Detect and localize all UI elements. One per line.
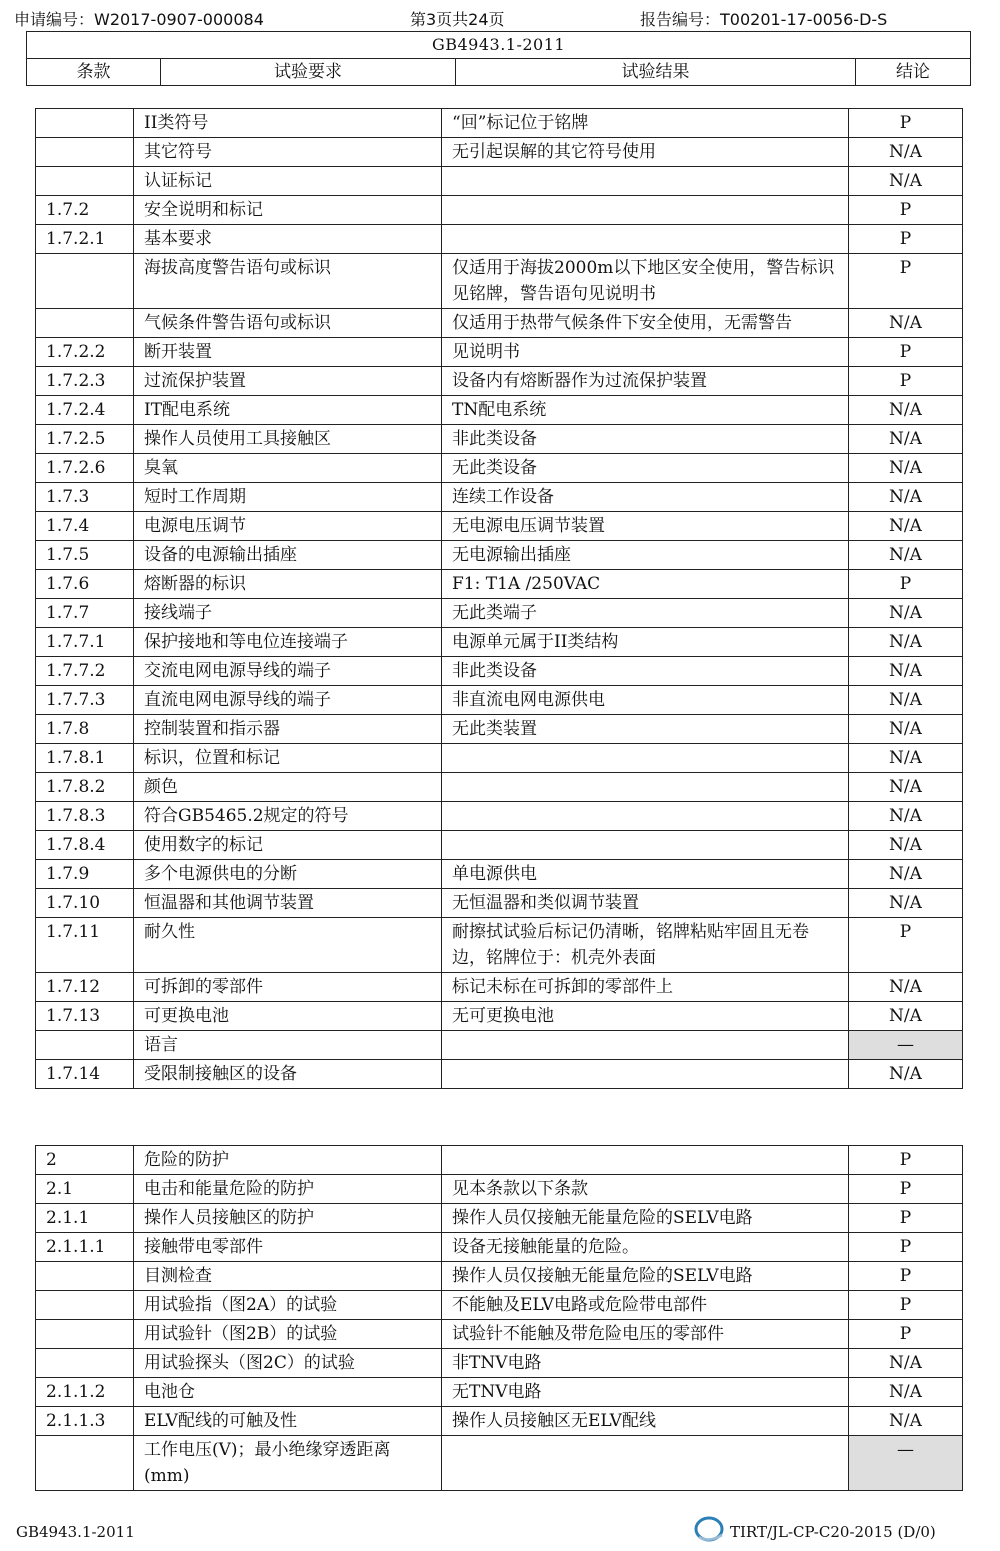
result-cell: 设备内有熔断器作为过流保护装置 [442, 367, 849, 396]
result-cell: 非此类设备 [442, 657, 849, 686]
table-row [36, 167, 963, 196]
result-cell: 单电源供电 [442, 860, 849, 889]
verdict-cell: N/A [849, 167, 963, 196]
requirement-cell: 用试验探头（图2C）的试验 [134, 1349, 442, 1378]
marking-requirements-table [35, 108, 963, 1089]
result-cell [442, 225, 849, 254]
verdict-cell: N/A [849, 138, 963, 167]
clause-cell: 1.7.12 [36, 973, 134, 1002]
verdict-cell: N/A [849, 425, 963, 454]
verdict-cell: N/A [849, 889, 963, 918]
table-row [36, 570, 963, 599]
result-cell [442, 744, 849, 773]
result-cell: 操作人员接触区无ELV配线 [442, 1407, 849, 1436]
verdict-cell: N/A [849, 831, 963, 860]
table-row [36, 454, 963, 483]
requirement-cell: 标识，位置和标记 [134, 744, 442, 773]
verdict-cell: P [849, 1146, 963, 1175]
result-cell: 见说明书 [442, 338, 849, 367]
requirement-cell: 熔断器的标识 [134, 570, 442, 599]
clause-cell [36, 1031, 134, 1060]
table-row [36, 109, 963, 138]
clause-cell: 1.7.3 [36, 483, 134, 512]
clause-cell: 1.7.8.2 [36, 773, 134, 802]
clause-cell: 1.7.7.2 [36, 657, 134, 686]
column-header-result: 试验结果 [456, 59, 856, 86]
result-cell: 操作人员仅接触无能量危险的SELV电路 [442, 1262, 849, 1291]
table-row [36, 367, 963, 396]
clause-cell: 2.1.1.1 [36, 1233, 134, 1262]
column-header-verdict: 结论 [856, 59, 971, 86]
result-cell: 非此类设备 [442, 425, 849, 454]
clause-cell [36, 1436, 134, 1491]
requirement-cell: 保护接地和等电位连接端子 [134, 628, 442, 657]
verdict-cell: P [849, 1204, 963, 1233]
result-cell [442, 167, 849, 196]
clause-cell: 1.7.14 [36, 1060, 134, 1089]
result-cell: 仅适用于热带气候条件下安全使用，无需警告 [442, 309, 849, 338]
requirement-cell: 工作电压(V)；最小绝缘穿透距离(mm) [134, 1436, 442, 1491]
table-row [36, 425, 963, 454]
clause-cell: 1.7.7.3 [36, 686, 134, 715]
clause-cell [36, 254, 134, 309]
verdict-cell: N/A [849, 512, 963, 541]
requirement-cell: 目测检查 [134, 1262, 442, 1291]
clause-cell: 1.7.8.4 [36, 831, 134, 860]
table-row [36, 657, 963, 686]
requirement-cell: 气候条件警告语句或标识 [134, 309, 442, 338]
result-cell: 见本条款以下条款 [442, 1175, 849, 1204]
clause-cell: 1.7.2.6 [36, 454, 134, 483]
table-row [36, 1002, 963, 1031]
result-cell: 非直流电网电源供电 [442, 686, 849, 715]
table-row [36, 802, 963, 831]
requirement-cell: 恒温器和其他调节装置 [134, 889, 442, 918]
clause-cell: 1.7.4 [36, 512, 134, 541]
requirement-cell: 可拆卸的零部件 [134, 973, 442, 1002]
requirement-cell: 电池仓 [134, 1378, 442, 1407]
clause-cell: 2.1 [36, 1175, 134, 1204]
result-cell: 无此类设备 [442, 454, 849, 483]
clause-cell: 1.7.13 [36, 1002, 134, 1031]
verdict-cell: P [849, 225, 963, 254]
table-row [36, 973, 963, 1002]
requirement-cell: 其它符号 [134, 138, 442, 167]
clause-cell: 1.7.2 [36, 196, 134, 225]
requirement-cell: 用试验指（图2A）的试验 [134, 1291, 442, 1320]
requirement-cell: 设备的电源输出插座 [134, 541, 442, 570]
clause-cell: 1.7.2.1 [36, 225, 134, 254]
result-cell: 耐擦拭试验后标记仍清晰，铭牌粘贴牢固且无卷边，铭牌位于：机壳外表面 [442, 918, 849, 973]
application-number: 申请编号：W2017-0907-000084 [14, 10, 264, 29]
requirement-cell: 臭氧 [134, 454, 442, 483]
result-cell [442, 802, 849, 831]
clause-cell: 2.1.1.2 [36, 1378, 134, 1407]
verdict-cell: P [849, 367, 963, 396]
requirement-cell: 操作人员使用工具接触区 [134, 425, 442, 454]
table-row [36, 1204, 963, 1233]
verdict-cell: N/A [849, 1407, 963, 1436]
clause-cell [36, 309, 134, 338]
result-cell: TN配电系统 [442, 396, 849, 425]
table-row [36, 1262, 963, 1291]
verdict-cell: P [849, 196, 963, 225]
verdict-cell: N/A [849, 1060, 963, 1089]
verdict-cell: N/A [849, 686, 963, 715]
result-cell: 无TNV电路 [442, 1378, 849, 1407]
requirement-cell: 过流保护装置 [134, 367, 442, 396]
verdict-cell: N/A [849, 309, 963, 338]
table-row [36, 396, 963, 425]
result-cell: 无此类端子 [442, 599, 849, 628]
requirement-cell: 安全说明和标记 [134, 196, 442, 225]
requirement-cell: 颜色 [134, 773, 442, 802]
verdict-cell: — [849, 1436, 963, 1491]
result-cell: F1: T1A /250VAC [442, 570, 849, 599]
clause-cell: 1.7.2.4 [36, 396, 134, 425]
table-row [36, 1233, 963, 1262]
requirement-cell: 操作人员接触区的防护 [134, 1204, 442, 1233]
table-row [36, 1175, 963, 1204]
verdict-cell: P [849, 570, 963, 599]
requirement-cell: 控制装置和指示器 [134, 715, 442, 744]
clause-cell [36, 109, 134, 138]
requirement-cell: 危险的防护 [134, 1146, 442, 1175]
footer-standard: GB4943.1-2011 [16, 1523, 135, 1541]
standard-header-table [26, 31, 971, 86]
table-row [36, 686, 963, 715]
requirement-cell: 用试验针（图2B）的试验 [134, 1320, 442, 1349]
clause-cell [36, 1349, 134, 1378]
requirement-cell: 使用数字的标记 [134, 831, 442, 860]
result-cell: 标记未标在可拆卸的零部件上 [442, 973, 849, 1002]
requirement-cell: 可更换电池 [134, 1002, 442, 1031]
table-row [36, 254, 963, 309]
table-row [36, 860, 963, 889]
result-cell: 无可更换电池 [442, 1002, 849, 1031]
result-cell: 不能触及ELV电路或危险带电部件 [442, 1291, 849, 1320]
requirement-cell: 认证标记 [134, 167, 442, 196]
requirement-cell: 受限制接触区的设备 [134, 1060, 442, 1089]
clause-cell: 1.7.9 [36, 860, 134, 889]
verdict-cell: N/A [849, 715, 963, 744]
table-row [36, 541, 963, 570]
requirement-cell: 直流电网电源导线的端子 [134, 686, 442, 715]
table-row [36, 138, 963, 167]
verdict-cell: N/A [849, 541, 963, 570]
requirement-cell: 基本要求 [134, 225, 442, 254]
verdict-cell: N/A [849, 773, 963, 802]
table-row [36, 1146, 963, 1175]
verdict-cell: P [849, 1320, 963, 1349]
requirement-cell: II类符号 [134, 109, 442, 138]
result-cell: 无此类装置 [442, 715, 849, 744]
verdict-cell: N/A [849, 657, 963, 686]
table-row [36, 628, 963, 657]
result-cell: 试验针不能触及带危险电压的零部件 [442, 1320, 849, 1349]
table-row [36, 225, 963, 254]
verdict-cell: P [849, 254, 963, 309]
table-row [36, 1031, 963, 1060]
result-cell: 连续工作设备 [442, 483, 849, 512]
verdict-cell: P [849, 918, 963, 973]
standard-title: GB4943.1-2011 [27, 32, 971, 59]
verdict-cell: P [849, 109, 963, 138]
requirement-cell: 短时工作周期 [134, 483, 442, 512]
report-number: 报告编号：T00201-17-0056-D-S [640, 10, 888, 29]
result-cell: 设备无接触能量的危险。 [442, 1233, 849, 1262]
clause-cell: 2 [36, 1146, 134, 1175]
table-row [36, 1320, 963, 1349]
page-info: 第3页共24页 [410, 10, 505, 29]
result-cell [442, 831, 849, 860]
verdict-cell: N/A [849, 454, 963, 483]
result-cell: 操作人员仅接触无能量危险的SELV电路 [442, 1204, 849, 1233]
table-row [36, 1407, 963, 1436]
table-row [36, 196, 963, 225]
verdict-cell: N/A [849, 396, 963, 425]
result-cell [442, 1031, 849, 1060]
clause-cell: 1.7.2.2 [36, 338, 134, 367]
table-row [36, 338, 963, 367]
result-cell: 无引起误解的其它符号使用 [442, 138, 849, 167]
table-row [36, 599, 963, 628]
table-row [36, 1349, 963, 1378]
clause-cell [36, 1320, 134, 1349]
clause-cell: 1.7.2.3 [36, 367, 134, 396]
table-row [36, 483, 963, 512]
table-row [36, 1291, 963, 1320]
requirement-cell: 交流电网电源导线的端子 [134, 657, 442, 686]
clause-cell: 1.7.7.1 [36, 628, 134, 657]
company-logo-icon [693, 1513, 725, 1545]
clause-cell: 2.1.1.3 [36, 1407, 134, 1436]
verdict-cell: N/A [849, 860, 963, 889]
result-cell: 电源单元属于II类结构 [442, 628, 849, 657]
clause-cell: 1.7.7 [36, 599, 134, 628]
clause-cell: 1.7.6 [36, 570, 134, 599]
clause-cell [36, 138, 134, 167]
table-row [36, 773, 963, 802]
requirement-cell: 耐久性 [134, 918, 442, 973]
footer-form-number: TIRT/JL-CP-C20-2015 (D/0) [730, 1523, 936, 1541]
requirement-cell: IT配电系统 [134, 396, 442, 425]
requirement-cell: 多个电源供电的分断 [134, 860, 442, 889]
verdict-cell: P [849, 1175, 963, 1204]
requirement-cell: 电源电压调节 [134, 512, 442, 541]
table-row [36, 918, 963, 973]
result-cell: 非TNV电路 [442, 1349, 849, 1378]
clause-cell: 1.7.8 [36, 715, 134, 744]
requirement-cell: 海拔高度警告语句或标识 [134, 254, 442, 309]
result-cell: 无电源电压调节装置 [442, 512, 849, 541]
clause-cell: 2.1.1 [36, 1204, 134, 1233]
clause-cell: 1.7.10 [36, 889, 134, 918]
result-cell [442, 773, 849, 802]
verdict-cell: N/A [849, 1349, 963, 1378]
clause-cell [36, 1262, 134, 1291]
requirement-cell: 接线端子 [134, 599, 442, 628]
result-cell [442, 1060, 849, 1089]
clause-cell: 1.7.11 [36, 918, 134, 973]
column-header-requirement: 试验要求 [161, 59, 456, 86]
table-row [36, 715, 963, 744]
verdict-cell: N/A [849, 1002, 963, 1031]
result-cell: 仅适用于海拔2000m以下地区安全使用，警告标识见铭牌，警告语句见说明书 [442, 254, 849, 309]
table-row [36, 1436, 963, 1491]
verdict-cell: N/A [849, 483, 963, 512]
verdict-cell: P [849, 1262, 963, 1291]
verdict-cell: N/A [849, 973, 963, 1002]
table-row [36, 512, 963, 541]
table-row [36, 1378, 963, 1407]
result-cell: 无电源输出插座 [442, 541, 849, 570]
hazard-protection-table [35, 1145, 963, 1491]
requirement-cell: 电击和能量危险的防护 [134, 1175, 442, 1204]
verdict-cell: — [849, 1031, 963, 1060]
verdict-cell: P [849, 338, 963, 367]
verdict-cell: P [849, 1233, 963, 1262]
verdict-cell: N/A [849, 1378, 963, 1407]
table-row [36, 744, 963, 773]
requirement-cell: 语言 [134, 1031, 442, 1060]
result-cell: 无恒温器和类似调节装置 [442, 889, 849, 918]
verdict-cell: N/A [849, 802, 963, 831]
verdict-cell: N/A [849, 599, 963, 628]
result-cell: “回”标记位于铭牌 [442, 109, 849, 138]
table-row [36, 309, 963, 338]
table-row [36, 889, 963, 918]
verdict-cell: P [849, 1291, 963, 1320]
requirement-cell: 符合GB5465.2规定的符号 [134, 802, 442, 831]
clause-cell: 1.7.8.1 [36, 744, 134, 773]
requirement-cell: 接触带电零部件 [134, 1233, 442, 1262]
clause-cell: 1.7.2.5 [36, 425, 134, 454]
clause-cell [36, 167, 134, 196]
requirement-cell: ELV配线的可触及性 [134, 1407, 442, 1436]
table-row [36, 1060, 963, 1089]
result-cell [442, 1146, 849, 1175]
verdict-cell: N/A [849, 628, 963, 657]
verdict-cell: N/A [849, 744, 963, 773]
requirement-cell: 断开装置 [134, 338, 442, 367]
table-row [36, 831, 963, 860]
clause-cell: 1.7.8.3 [36, 802, 134, 831]
clause-cell: 1.7.5 [36, 541, 134, 570]
result-cell [442, 1436, 849, 1491]
result-cell [442, 196, 849, 225]
clause-cell [36, 1291, 134, 1320]
column-header-clause: 条款 [27, 59, 161, 86]
